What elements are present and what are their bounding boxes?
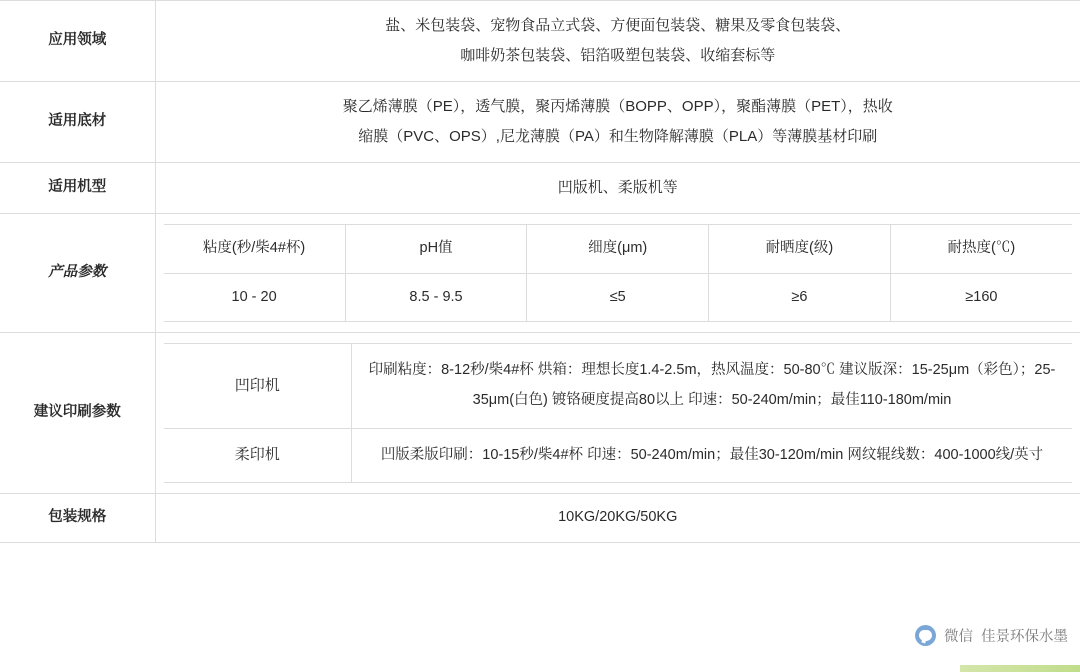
machine-label-gravure: 凹印机 [164, 344, 352, 428]
column-header-heat-resistance: 耐热度(℃) [890, 225, 1072, 274]
value-viscosity: 10 - 20 [164, 273, 346, 322]
column-header-ph: pH值 [345, 225, 527, 274]
table-row [0, 82, 1080, 163]
badge-account-name: 佳景环保水墨 [981, 629, 1068, 645]
row-label-application: 应用领域 [0, 1, 155, 82]
column-header-lightfastness: 耐晒度(级) [709, 225, 891, 274]
row-value-application [155, 1, 1080, 82]
value-ph: 8.5 - 9.5 [345, 273, 527, 322]
product-params-subtable [164, 224, 1073, 322]
text-line: 印速：50-240m/min；最佳30-120m/min [587, 446, 844, 463]
print-params-cell [155, 333, 1080, 494]
machine-label-flexo: 柔印机 [164, 428, 352, 483]
row-label-print-params: 建议印刷参数 [0, 333, 155, 494]
text-line: 凹版柔版印刷：10-15秒/柴4#杯 [380, 446, 584, 463]
table-row-print-params [0, 333, 1080, 494]
column-header-viscosity: 粘度(秒/柴4#杯) [164, 225, 346, 274]
text-line: 盐、米包装袋、宠物食品立式袋、方便面包装袋、糖果及零食包装袋、 [385, 17, 851, 34]
product-params-header-row [164, 225, 1073, 274]
row-value-packaging: 10KG/20KG/50KG [155, 494, 1080, 543]
print-params-group-row [164, 344, 1073, 428]
wechat-icon [915, 625, 936, 646]
row-value-substrate [155, 82, 1080, 163]
product-params-cell [155, 214, 1080, 333]
column-header-fineness: 细度(μm) [527, 225, 709, 274]
wechat-account-badge [915, 625, 1068, 646]
print-params-group-row [164, 428, 1073, 483]
text-line: 聚乙烯薄膜（PE），透气膜，聚丙烯薄膜（BOPP、OPP），聚酯薄膜（PET），热收 [342, 98, 893, 115]
table-row-packaging [0, 494, 1080, 543]
value-heat-resistance: ≥160 [890, 273, 1072, 322]
text-line: 缩膜（PVC、OPS）,尼龙薄膜（PA）和生物降解薄膜（PLA）等薄膜基材印刷 [358, 128, 878, 145]
text-line: 凹版机、柔版机等 [557, 179, 678, 196]
machine-detail-gravure [352, 344, 1073, 428]
text-line: 咖啡奶茶包装袋、铝箔吸塑包装袋、收缩套标等 [460, 47, 776, 64]
decorative-corner-bar [960, 665, 1080, 672]
row-label-machine-type: 适用机型 [0, 163, 155, 214]
table-row-product-params [0, 214, 1080, 333]
row-label-product-params: 产品参数 [0, 214, 155, 333]
table-row [0, 163, 1080, 214]
text-line: 印刷粘度：8-12秒/柴4#杯 烘箱：理想长度1.4-2.5m，热风温度：50-80℃ [368, 362, 836, 379]
text-line: 建议版深：15-25μm（彩色）；25-35μm(白色) 镀铬硬度提高80以上 [472, 362, 1056, 408]
machine-detail-flexo [352, 428, 1073, 483]
text-line: 网纹辊线数：400-1000线/英寸 [847, 446, 1044, 463]
value-lightfastness: ≥6 [709, 273, 891, 322]
print-params-subtable [164, 343, 1073, 483]
row-label-packaging: 包装规格 [0, 494, 155, 543]
badge-prefix: 微信 [944, 629, 973, 645]
product-params-value-row [164, 273, 1073, 322]
table-row [0, 1, 1080, 82]
text-line: 印速：50-240m/min；最佳110-180m/min [688, 391, 952, 408]
row-value-machine-type [155, 163, 1080, 214]
value-fineness: ≤5 [527, 273, 709, 322]
row-label-substrate: 适用底材 [0, 82, 155, 163]
